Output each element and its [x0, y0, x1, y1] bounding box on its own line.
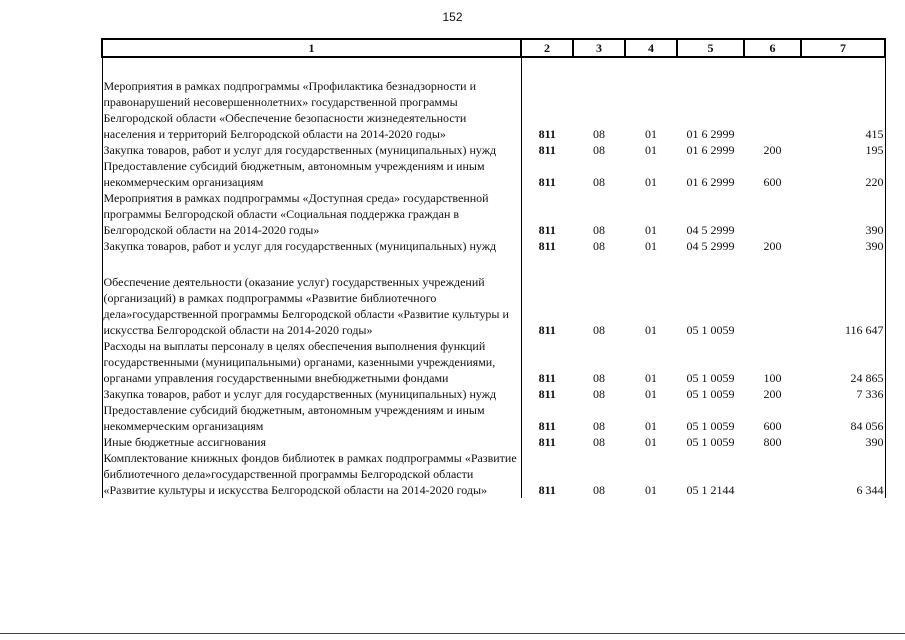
table-row [102, 142, 885, 158]
department-code: 811 [538, 239, 556, 253]
section-code: 08 [593, 371, 605, 385]
subsection-code: 01 [645, 127, 657, 141]
section-code: 08 [593, 175, 605, 189]
expense-type-code: 100 [763, 371, 782, 385]
expense-type-code: 600 [763, 175, 782, 189]
spacer-cell [573, 57, 625, 78]
spacer-cell [625, 254, 677, 274]
expense-type-code: 200 [763, 387, 782, 401]
item-description: Комплектование книжных фондов библиотек в рамках подпрограммы «Развитие библиотечного дела»государственной программы Белгородской области «Развитие культуры и искусства Белгородской области на 2014-2020 годы» [102, 450, 521, 498]
header-cell: 7 [801, 39, 885, 57]
item-description: Закупка товаров, работ и услуг для государственных (муниципальных) нужд [102, 142, 521, 158]
department-code: 811 [538, 143, 556, 157]
target-article-code: 01 6 2999 [686, 143, 735, 157]
table-row [102, 238, 885, 254]
amount-cell: 390 [801, 434, 885, 450]
spacer-cell [677, 57, 744, 78]
subsection-code: 01 [645, 223, 657, 237]
subsection-code: 01 [645, 435, 657, 449]
amount-cell: 390 [801, 190, 885, 238]
table-row [102, 190, 885, 238]
target-article-code: 01 6 2999 [686, 175, 735, 189]
amount-cell: 220 [801, 158, 885, 190]
section-code: 08 [593, 387, 605, 401]
item-description: Предоставление субсидий бюджетным, автономным учреждениям и иным некоммерческим организациям [102, 402, 521, 434]
amount-cell: 24 865 [801, 338, 885, 386]
section-code: 08 [593, 239, 605, 253]
department-code: 811 [538, 323, 556, 337]
section-code: 08 [593, 223, 605, 237]
budget-table [101, 38, 886, 498]
target-article-code: 05 1 0059 [686, 419, 735, 433]
department-code: 811 [538, 175, 556, 189]
target-article-code: 05 1 0059 [686, 435, 735, 449]
section-code: 08 [593, 323, 605, 337]
header-cell: 2 [521, 39, 573, 57]
header-cell: 6 [744, 39, 801, 57]
item-description: Расходы на выплаты персоналу в целях обеспечения выполнения функций государственными (муниципальными) органами, казенными учреждениями, органами управления государственными внебюджетными фондами [102, 338, 521, 386]
target-article-code: 04 5 2999 [686, 223, 735, 237]
section-code: 08 [593, 419, 605, 433]
department-code: 811 [538, 483, 556, 497]
department-code: 811 [538, 127, 556, 141]
table-row [102, 450, 885, 498]
subsection-code: 01 [645, 483, 657, 497]
spacer-row [102, 57, 885, 78]
target-article-code: 04 5 2999 [686, 239, 735, 253]
amount-cell: 6 344 [801, 450, 885, 498]
target-article-code: 01 6 2999 [686, 127, 735, 141]
item-description: Мероприятия в рамках подпрограммы «Профилактика безнадзорности и правонарушений несовершеннолетних» государственной программы Белгородской области «Обеспечение безопасности жизнедеятельности населения и территорий Белгородской области на 2014-2020 годы» [102, 78, 521, 142]
item-description: Закупка товаров, работ и услуг для государственных (муниципальных) нужд [102, 238, 521, 254]
expense-type-code: 200 [763, 143, 782, 157]
spacer-cell [801, 254, 885, 274]
header-row [102, 39, 885, 57]
table-row [102, 78, 885, 142]
table-row [102, 386, 885, 402]
spacer-cell [625, 57, 677, 78]
header-cell: 4 [625, 39, 677, 57]
expense-type-code [744, 190, 801, 238]
amount-cell: 84 056 [801, 402, 885, 434]
target-article-code: 05 1 0059 [686, 387, 735, 401]
subsection-code: 01 [645, 143, 657, 157]
subsection-code: 01 [645, 323, 657, 337]
department-code: 811 [538, 419, 556, 433]
target-article-code: 05 1 0059 [686, 323, 735, 337]
item-description: Иные бюджетные ассигнования [102, 434, 521, 450]
item-description: Предоставление субсидий бюджетным, автономным учреждениям и иным некоммерческим организациям [102, 158, 521, 190]
subsection-code: 01 [645, 371, 657, 385]
spacer-row [102, 254, 885, 274]
spacer-cell [573, 254, 625, 274]
spacer-cell [521, 57, 573, 78]
amount-cell: 415 [801, 78, 885, 142]
header-cell: 1 [102, 39, 521, 57]
expense-type-code [744, 274, 801, 338]
subsection-code: 01 [645, 175, 657, 189]
target-article-code: 05 1 2144 [686, 483, 735, 497]
table-row [102, 274, 885, 338]
page-bottom-rule [0, 633, 905, 634]
item-description: Закупка товаров, работ и услуг для государственных (муниципальных) нужд [102, 386, 521, 402]
target-article-code: 05 1 0059 [686, 371, 735, 385]
section-code: 08 [593, 483, 605, 497]
department-code: 811 [538, 371, 556, 385]
department-code: 811 [538, 223, 556, 237]
subsection-code: 01 [645, 239, 657, 253]
spacer-cell [677, 254, 744, 274]
spacer-cell [744, 254, 801, 274]
amount-cell: 195 [801, 142, 885, 158]
table-row [102, 338, 885, 386]
table-row [102, 434, 885, 450]
section-code: 08 [593, 143, 605, 157]
section-code: 08 [593, 435, 605, 449]
department-code: 811 [538, 387, 556, 401]
section-code: 08 [593, 127, 605, 141]
amount-cell: 7 336 [801, 386, 885, 402]
spacer-cell [102, 57, 521, 78]
expense-type-code: 800 [763, 435, 782, 449]
header-cell: 3 [573, 39, 625, 57]
header-cell: 5 [677, 39, 744, 57]
subsection-code: 01 [645, 387, 657, 401]
spacer-cell [801, 57, 885, 78]
amount-cell: 390 [801, 238, 885, 254]
spacer-cell [521, 254, 573, 274]
spacer-cell [744, 57, 801, 78]
subsection-code: 01 [645, 419, 657, 433]
page-number: 152 [442, 10, 463, 24]
table-body [102, 57, 885, 498]
spacer-cell [102, 254, 521, 274]
expense-type-code: 600 [763, 419, 782, 433]
expense-type-code: 200 [763, 239, 782, 253]
item-description: Мероприятия в рамках подпрограммы «Доступная среда» государственной программы Белгородской области «Социальная поддержка граждан в Белгородской области на 2014-2020 годы» [102, 190, 521, 238]
expense-type-code [744, 78, 801, 142]
amount-cell: 116 647 [801, 274, 885, 338]
table-row [102, 158, 885, 190]
table-row [102, 402, 885, 434]
item-description: Обеспечение деятельности (оказание услуг) государственных учреждений (организаций) в рамках подпрограммы «Развитие библиотечного дела»государственной программы Белгородской области «Развитие культуры и искусства Белгородской области на 2014-2020 годы» [102, 274, 521, 338]
department-code: 811 [538, 435, 556, 449]
expense-type-code [744, 450, 801, 498]
